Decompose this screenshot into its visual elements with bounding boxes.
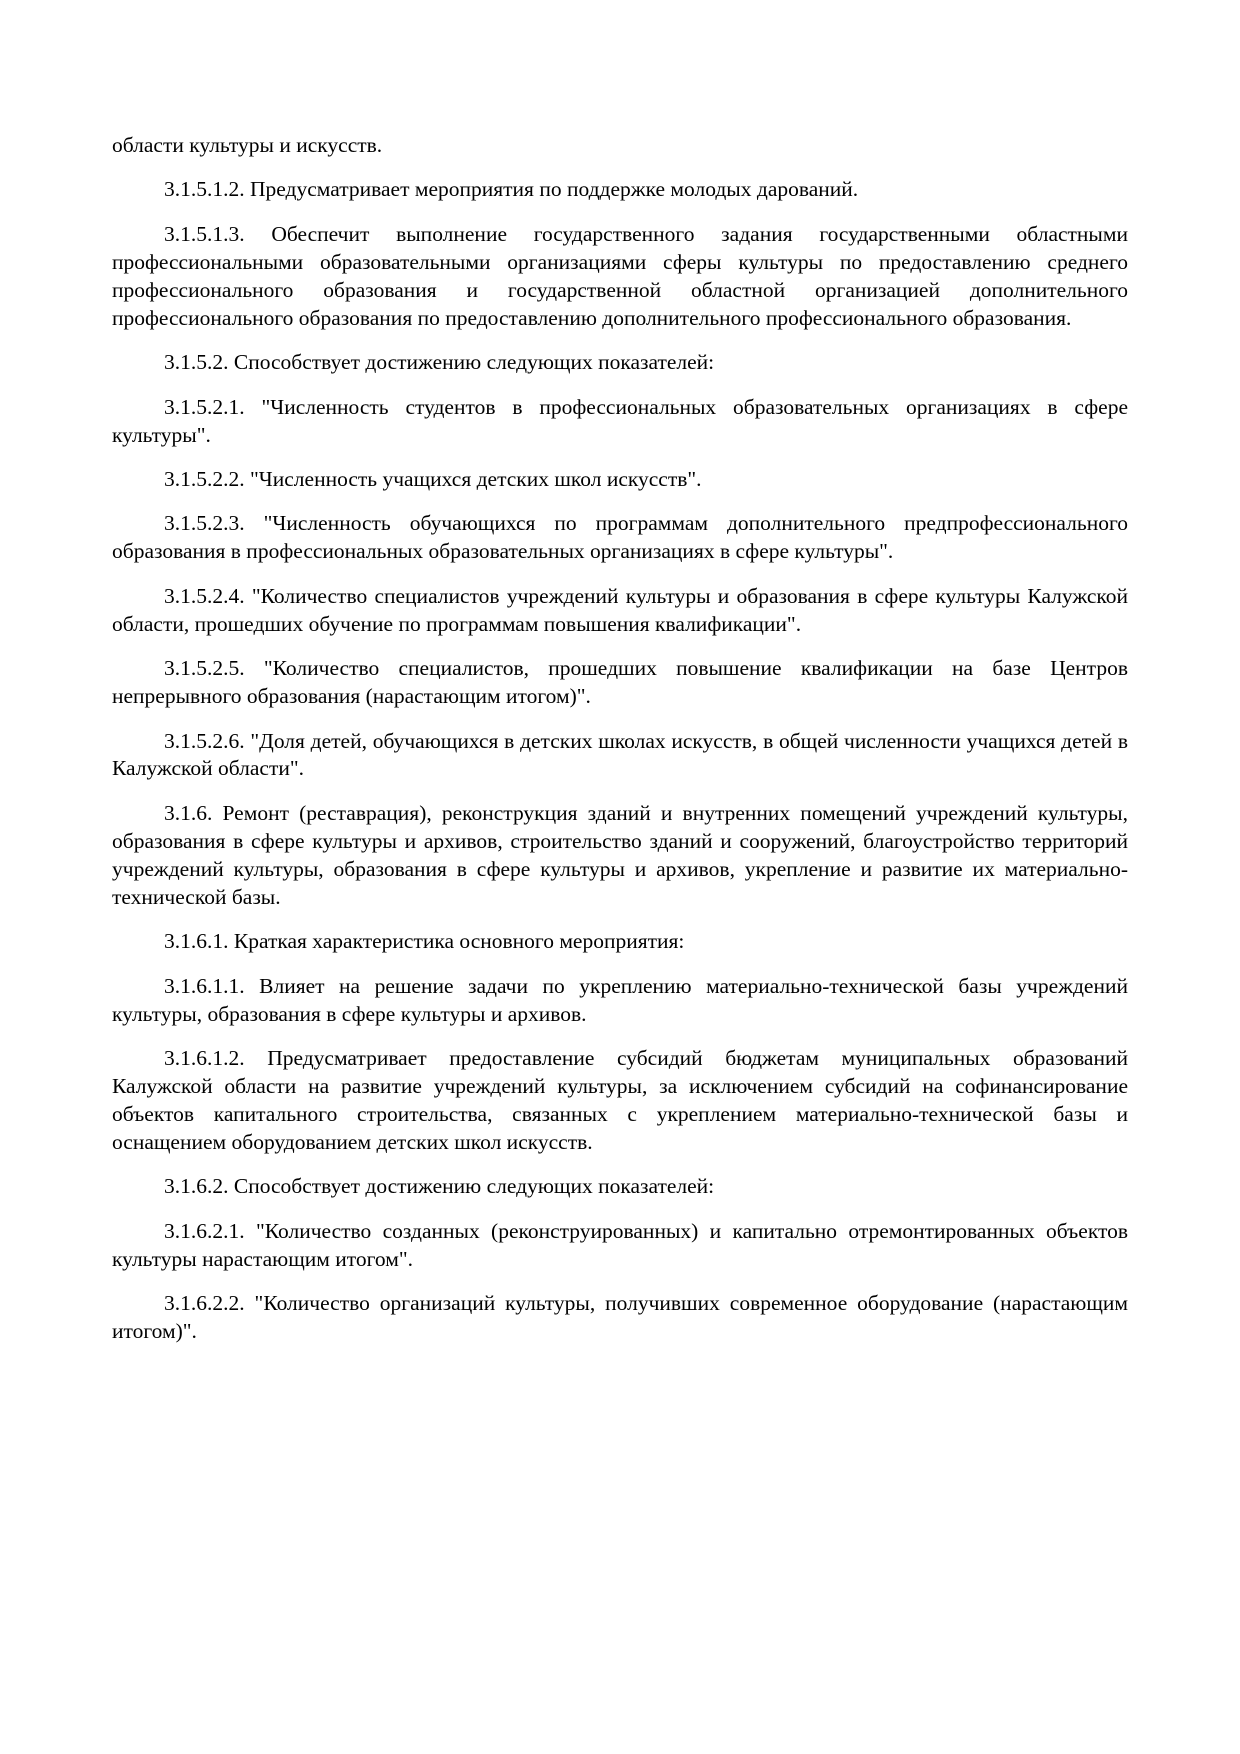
paragraph-continuation: области культуры и искусств. [112, 133, 383, 157]
paragraph-3-1-5-1-2: 3.1.5.1.2. Предусматривает мероприятия по поддержке молодых дарований. [164, 177, 859, 202]
paragraph-3-1-5-2-3: 3.1.5.2.3. "Численность обучающихся по программам дополнительного предпрофессионального образования в профессиональных образовательных организациях в сфере культуры". [112, 511, 1128, 564]
paragraph-3-1-5-1-3: 3.1.5.1.3. Обеспечит выполнение государственного задания государственными областными профессиональными образовательными организациями сферы культуры по предоставлению среднего профессионального образования и государственной областной организацией дополнительного профессионального образования по предоставлению дополнительного профессионального образования. [112, 221, 1128, 330]
paragraph-3-1-5-2-6: 3.1.5.2.6. "Доля детей, обучающихся в детских школах искусств, в общей численности учащихся детей в Калужской области". [112, 728, 1128, 781]
paragraph-3-1-6-1-2: 3.1.6.1.2. Предусматривает предоставление субсидий бюджетам муниципальных образований Калужской области на развитие учреждений культуры, за исключением субсидий на софинансирование объектов капитального строительства, связанных с укреплением материально-технической базы и оснащением оборудованием детских школ искусств. [112, 1045, 1128, 1154]
paragraph-3-1-6-1: 3.1.6.1. Краткая характеристика основного мероприятия: [164, 929, 685, 954]
paragraph-3-1-5-2-1: 3.1.5.2.1. "Численность студентов в профессиональных образовательных организациях в сфере культуры". [112, 394, 1128, 447]
paragraph-3-1-5-2: 3.1.5.2. Способствует достижению следующих показателей: [164, 350, 715, 375]
paragraph-3-1-6-1-1: 3.1.6.1.1. Влияет на решение задачи по укреплению материально-технической базы учреждений культуры, образования в сфере культуры и архивов. [112, 973, 1128, 1026]
paragraph-3-1-6-2-2: 3.1.6.2.2. "Количество организаций культуры, получивших современное оборудование (нарастающим итогом)". [112, 1291, 1128, 1343]
paragraph-3-1-5-2-2: 3.1.5.2.2. "Численность учащихся детских школ искусств". [164, 466, 702, 491]
paragraph-3-1-6: 3.1.6. Ремонт (реставрация), реконструкция зданий и внутренних помещений учреждений культуры, образования в сфере культуры и архивов, строительство зданий и сооружений, благоустройство территорий учреждений культуры, образования в сфере культуры и архивов, укрепление и развитие их материально-технической базы. [112, 800, 1128, 909]
document-body [112, 132, 1128, 1346]
paragraph-3-1-6-2: 3.1.6.2. Способствует достижению следующих показателей: [164, 1174, 715, 1199]
paragraph-3-1-6-2-1: 3.1.6.2.1. "Количество созданных (реконструированных) и капитально отремонтированных объектов культуры нарастающим итогом". [112, 1218, 1128, 1271]
paragraph-3-1-5-2-5: 3.1.5.2.5. "Количество специалистов, прошедших повышение квалификации на базе Центров непрерывного образования (нарастающим итогом)". [112, 656, 1128, 709]
paragraph-3-1-5-2-4: 3.1.5.2.4. "Количество специалистов учреждений культуры и образования в сфере культуры Калужской области, прошедших обучение по программам повышения квалификации". [112, 583, 1128, 636]
